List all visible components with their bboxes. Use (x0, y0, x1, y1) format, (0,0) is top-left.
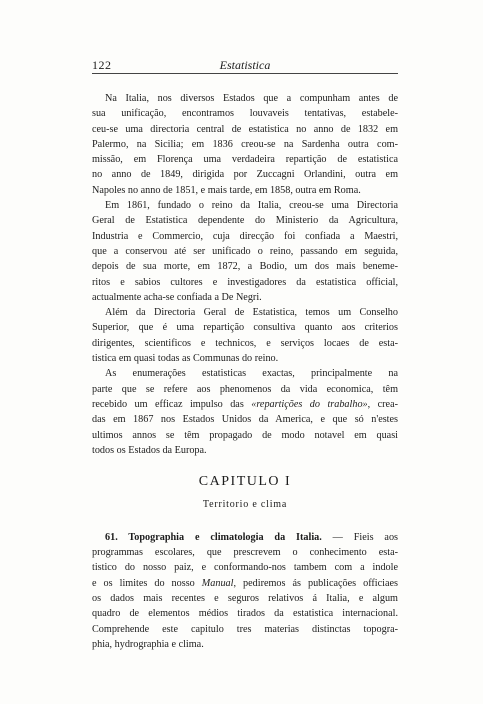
text-segment: , pediremos ás publicações officiaes (233, 577, 398, 589)
text-line: Além da Directoria Geral de Estatistica, temos um Conselho (105, 307, 398, 319)
text-line: Industria e Commercio, cuja direcção foi confiada a Maestri, (92, 230, 398, 242)
text-segment: recebido um efficaz impulso das (92, 398, 252, 410)
section-heading: 61. Topographia e climatologia da Italia. (105, 531, 322, 543)
paragraph-directoria-geral (92, 198, 398, 305)
running-title: Estatistica (219, 58, 271, 72)
text-line: Geral de Estatistica dependente do Ministerio da Agricultura, (92, 215, 398, 227)
chapter-subtitle: Territorio e clima (202, 499, 288, 511)
text-line: Napoles no anno de 1851, e mais tarde, em 1858, outra em Roma. (92, 184, 361, 196)
text-line: sua unificação, encontramos louvaveis tentativas, estabele- (92, 108, 398, 120)
text-line: ceu-se uma directoria central de estatistica no anno de 1832 em (92, 123, 398, 135)
paragraph-conselho-superior (92, 305, 398, 366)
header-rule (92, 73, 398, 74)
paragraph-enumeracoes (92, 366, 398, 458)
text-line: parte que se refere aos phenomenos da vida economica, têm (92, 383, 398, 395)
paragraph-italy-states (92, 91, 398, 198)
text-line: os dados mais recentes e seguros relativos á Italia, e algum (92, 592, 398, 604)
text-segment: — Fieis aos (321, 531, 399, 543)
text-line: tistico do nosso paiz, e conformando-nos tambem com a indole (92, 562, 398, 574)
text-line: Na Italia, nos diversos Estados que a compunham antes de (105, 93, 398, 104)
chapter-title: CAPITULO I (198, 474, 292, 490)
italic-manual: Manual (201, 577, 234, 589)
text-line: Palermo, na Sicilia; em 1836 creou-se na Sardenha outra com- (92, 138, 398, 150)
text-line: depois de sua morte, em 1872, a Bodio, um dos mais beneme- (92, 261, 398, 273)
text-line: As enumerações estatisticas exactas, principalmente na (105, 368, 398, 380)
text-line: actualmente acha-se confiada a De Negri. (92, 291, 262, 303)
page-number: 122 (92, 58, 112, 72)
text-line: Superior, que é uma repartição consultiva quanto aos criterios (92, 322, 398, 334)
text-line (92, 576, 398, 591)
text-line (92, 397, 398, 412)
text-line: Comprehende este capitulo tres materias distinctas topogra- (92, 623, 398, 635)
text-line: no anno de 1849, dirigida por Zuccagni Orlandini, outra em (92, 169, 398, 181)
text-line: todos os Estados da Europa. (92, 444, 207, 456)
text-line: quadro de elementos médios tirados da estatistica internacional. (92, 608, 398, 620)
text-line: ultimos annos se têm propagado de modo notavel em quasi (92, 429, 398, 441)
text-line: das em 1867 nos Estados Unidos da America, e que só n'estes (92, 414, 398, 426)
text-segment: , crea- (367, 398, 398, 410)
page-body (92, 91, 398, 652)
text-line: programmas escolares, que prescrevem o conhecimento esta- (92, 547, 398, 559)
text-line: Em 1861, fundado o reino da Italia, creou-se uma Directoria (105, 200, 398, 212)
text-line: tistica em quasi todas as Communas do reino. (92, 353, 279, 365)
section-topographia (92, 530, 398, 652)
text-line: dirigentes, scientificos e technicos, e serviços locaes de esta- (92, 337, 398, 349)
text-segment: e os limites do nosso (92, 577, 202, 589)
text-line: phia, hydrographia e clima. (92, 638, 204, 650)
italic-phrase: «repartições do trabalho» (251, 398, 368, 410)
text-line: que a conservou até ser unificado o reino, passando em seguida, (92, 245, 398, 257)
running-head (92, 58, 398, 72)
text-line: missão, em Florença uma verdadeira repartição de estatistica (92, 154, 398, 166)
text-line (92, 530, 398, 545)
text-line: ritos e sabios cultores e investigadores da estatistica official, (92, 276, 398, 288)
